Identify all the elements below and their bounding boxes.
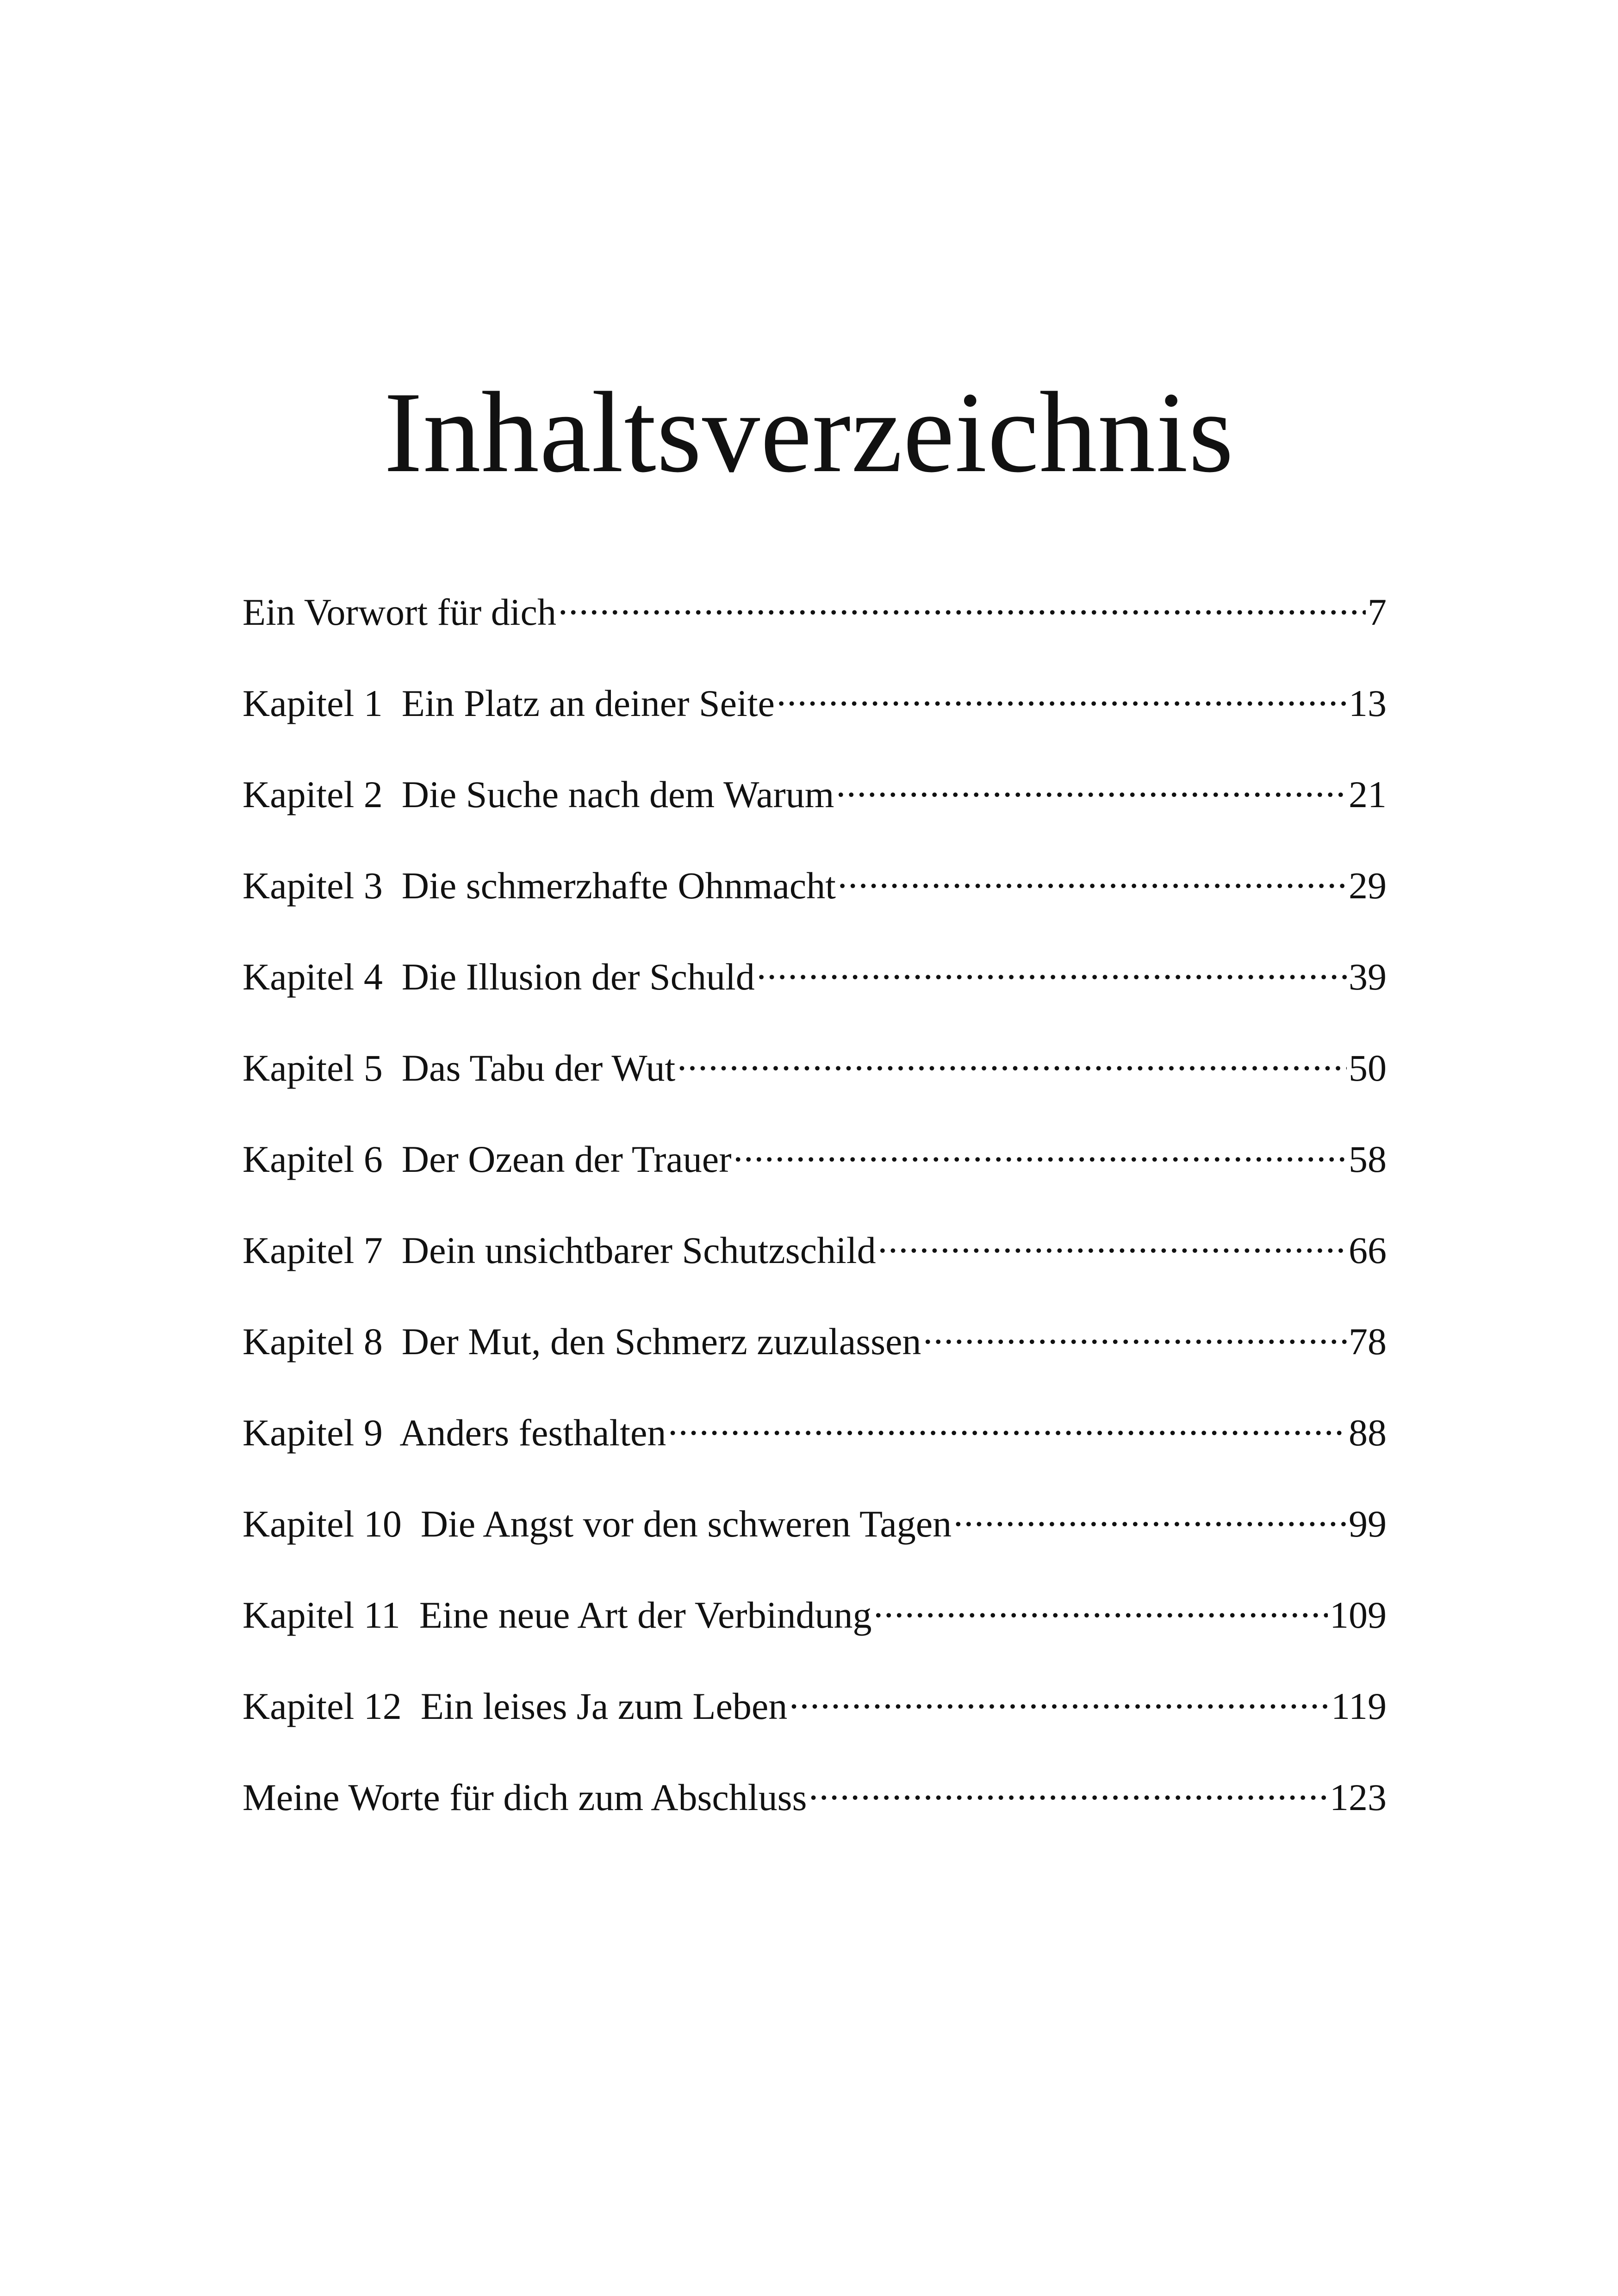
dot-leader xyxy=(677,1034,1347,1081)
toc-entry-label: Kapitel 12 Ein leises Ja zum Leben xyxy=(243,1685,788,1727)
dot-leader xyxy=(734,1126,1347,1172)
dot-leader xyxy=(809,1764,1328,1810)
toc-page-number: 21 xyxy=(1349,773,1387,815)
toc-page-number: 29 xyxy=(1349,865,1387,907)
dot-leader xyxy=(953,1490,1347,1537)
page-title: Inhaltsverzeichnis xyxy=(384,368,1234,497)
dot-leader xyxy=(923,1308,1347,1354)
toc-page-number: 66 xyxy=(1349,1229,1387,1271)
dot-leader xyxy=(878,1217,1347,1263)
toc-page-number: 123 xyxy=(1330,1776,1387,1818)
toc-entry-label: Kapitel 4 Die Illusion der Schuld xyxy=(243,956,755,998)
toc-page-number: 13 xyxy=(1349,682,1387,724)
toc-entry-label: Ein Vorwort für dich xyxy=(243,591,556,633)
toc-entry-label: Kapitel 7 Dein unsichtbarer Schutzschild xyxy=(243,1229,876,1271)
toc-entry-chapter-9[interactable] xyxy=(243,1399,1387,1490)
toc-entry-chapter-10[interactable] xyxy=(243,1490,1387,1581)
toc-page-number: 109 xyxy=(1330,1594,1387,1636)
toc-entry-chapter-12[interactable] xyxy=(243,1673,1387,1764)
toc-entry-chapter-2[interactable] xyxy=(243,761,1387,852)
toc-page-number: 88 xyxy=(1349,1412,1387,1454)
toc-entry-chapter-5[interactable] xyxy=(243,1034,1387,1126)
toc-entry-label: Kapitel 10 Die Angst vor den schweren Tagen xyxy=(243,1503,952,1545)
toc-page-number: 7 xyxy=(1368,591,1387,633)
toc-page-number: 50 xyxy=(1349,1047,1387,1089)
toc-entry-label: Kapitel 3 Die schmerzhafte Ohnmacht xyxy=(243,865,836,907)
dot-leader xyxy=(874,1581,1328,1628)
toc-entry-chapter-11[interactable] xyxy=(243,1581,1387,1673)
toc-page-number: 99 xyxy=(1349,1503,1387,1545)
dot-leader xyxy=(789,1673,1329,1719)
toc-entry-label: Kapitel 8 Der Mut, den Schmerz zuzulassen xyxy=(243,1320,921,1363)
dot-leader xyxy=(558,579,1366,625)
dot-leader xyxy=(777,670,1347,716)
table-of-contents xyxy=(243,579,1387,1855)
dot-leader xyxy=(757,943,1347,989)
toc-entry-label: Kapitel 5 Das Tabu der Wut xyxy=(243,1047,676,1089)
toc-entry-foreword[interactable] xyxy=(243,579,1387,670)
toc-entry-closing-words[interactable] xyxy=(243,1764,1387,1855)
toc-entry-label: Meine Worte für dich zum Abschluss xyxy=(243,1776,807,1818)
toc-entry-chapter-6[interactable] xyxy=(243,1126,1387,1217)
toc-entry-label: Kapitel 6 Der Ozean der Trauer xyxy=(243,1138,732,1180)
toc-entry-chapter-3[interactable] xyxy=(243,852,1387,943)
toc-entry-chapter-4[interactable] xyxy=(243,943,1387,1034)
toc-entry-label: Kapitel 9 Anders festhalten xyxy=(243,1412,666,1454)
dot-leader xyxy=(836,761,1347,807)
toc-entry-label: Kapitel 2 Die Suche nach dem Warum xyxy=(243,773,834,815)
toc-page-number: 119 xyxy=(1331,1685,1387,1727)
toc-entry-label: Kapitel 1 Ein Platz an deiner Seite xyxy=(243,682,775,724)
toc-page-number: 58 xyxy=(1349,1138,1387,1180)
toc-page-number: 39 xyxy=(1349,956,1387,998)
toc-entry-label: Kapitel 11 Eine neue Art der Verbindung xyxy=(243,1594,872,1636)
dot-leader xyxy=(838,852,1347,898)
dot-leader xyxy=(668,1399,1347,1445)
toc-entry-chapter-7[interactable] xyxy=(243,1217,1387,1308)
toc-page-number: 78 xyxy=(1349,1320,1387,1363)
toc-entry-chapter-1[interactable] xyxy=(243,670,1387,761)
toc-entry-chapter-8[interactable] xyxy=(243,1308,1387,1399)
